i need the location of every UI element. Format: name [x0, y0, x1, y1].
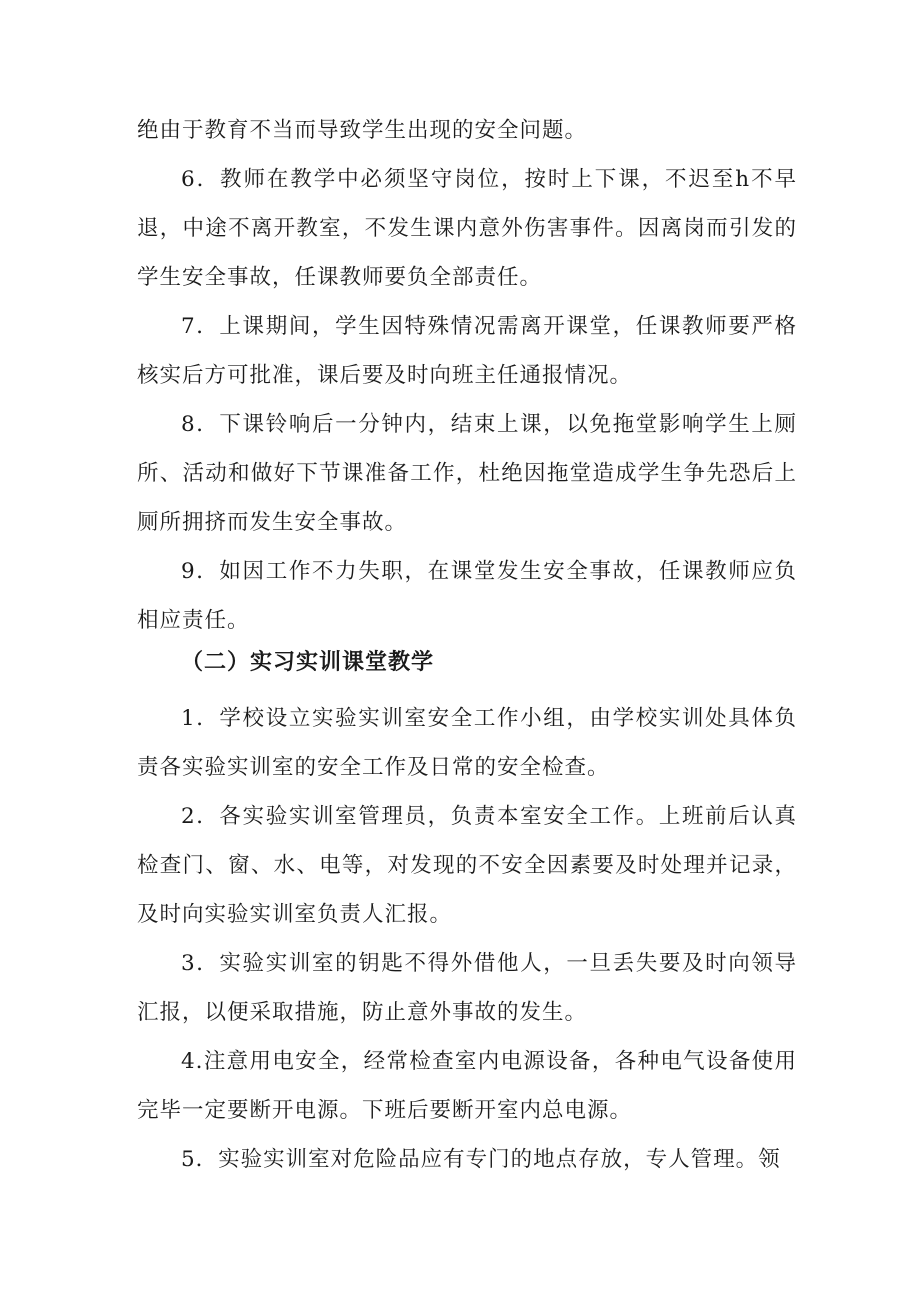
section-heading: （二）实习实训课堂教学: [181, 650, 435, 675]
paragraph-item-9: 9．如因工作不力失职，在课堂发生安全事故，任课教师应负相应责任。: [137, 559, 797, 633]
paragraph-item-4: 4.注意用电安全，经常检查室内电源设备，各种电气设备使用完毕一定要断开电源。下班后要断开室内总电源。: [137, 1049, 797, 1123]
paragraph-item-3: 3．实验实训室的钥匙不得外借他人，一旦丢失要及时向领导汇报，以便采取措施，防止意外事故的发生。: [137, 951, 797, 1025]
paragraph-item-8: 8．下课铃响后一分钟内，结束上课，以免拖堂影响学生上厕所、活动和做好下节课准备工作，杜绝因拖堂造成学生争先恐后上厕所拥挤而发生安全事故。: [137, 412, 797, 535]
paragraph-continuation: 绝由于教育不当而导致学生出现的安全问题。: [137, 118, 588, 143]
paragraph-item-1: 1．学校设立实验实训室安全工作小组，由学校实训处具体负责各实验实训室的安全工作及日常的安全检查。: [137, 706, 797, 780]
paragraph-item-2: 2．各实验实训室管理员，负责本室安全工作。上班前后认真检查门、窗、水、电等，对发现的不安全因素要及时处理并记录，及时向实验实训室负责人汇报。: [137, 804, 797, 927]
paragraph-item-5: 5．实验实训室对危险品应有专门的地点存放，专人管理。领: [181, 1147, 781, 1172]
paragraph-item-6: 6．教师在教学中必须坚守岗位，按时上下课，不迟至h不早退，中途不离开教室，不发生课内意外伤害事件。因离岗而引发的学生安全事故，任课教师要负全部责任。: [137, 167, 797, 290]
paragraph-item-7: 7．上课期间，学生因特殊情况需离开课堂，任课教师要严格核实后方可批准，课后要及时向班主任通报情况。: [137, 314, 797, 388]
